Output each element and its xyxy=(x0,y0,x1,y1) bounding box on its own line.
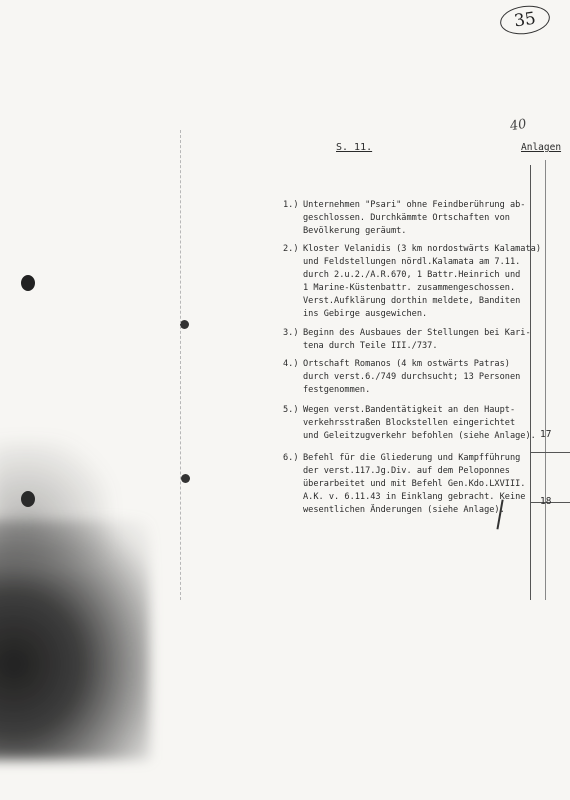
entry-number: 2.) xyxy=(283,244,299,254)
entry-number: 1.) xyxy=(283,200,299,210)
entry-text: Befehl für die Gliederung und Kampfführung der verst.117.Jg.Div. auf dem Peloponnes überarbeitet und mit Befehl Gen.Kdo.LXVIII. A.K. v. 6.11.43 in Einklang gebracht. Keine wesentlichen Änderungen (siehe Anlage). xyxy=(303,453,526,515)
annex-column-rule-outer xyxy=(545,160,546,600)
scan-shadow xyxy=(0,520,150,760)
entry-number: 3.) xyxy=(283,328,299,338)
annex-reference: 17 xyxy=(540,429,552,440)
annex-heading: Anlagen xyxy=(521,142,562,153)
entry-text: Wegen verst.Bandentätigkeit an den Haupt- verkehrsstraßen Blockstellen eingerichtet und Geleitzugverkehr befohlen (siehe Anlage). xyxy=(303,405,536,441)
entry xyxy=(283,243,541,319)
archive-stamp xyxy=(498,3,551,38)
entry-text: Beginn des Ausbaues der Stellungen bei Kari- tena durch Teile III./737. xyxy=(303,328,531,351)
archive-stamp-number: 35 xyxy=(512,8,538,32)
handwritten-folio-number: 40 xyxy=(508,116,528,135)
punch-hole-bottom xyxy=(21,491,35,507)
annex-separator xyxy=(530,452,570,453)
entry-text: Unternehmen "Psari" ohne Feindberührung ab- geschlossen. Durchkämmte Ortschaften von Bevölkerung geräumt. xyxy=(303,200,526,236)
entry xyxy=(283,358,533,410)
left-margin-rule xyxy=(180,130,182,600)
entry xyxy=(283,452,533,515)
entry-number: 5.) xyxy=(283,405,299,415)
entry-number: 6.) xyxy=(283,453,299,463)
annex-reference: 18 xyxy=(540,496,552,507)
entry-number: 4.) xyxy=(283,359,299,369)
ink-dot xyxy=(181,474,190,483)
entry-text: Ortschaft Romanos (4 km ostwärts Patras) durch verst.6./749 durchsucht; 13 Personen festgenommen. xyxy=(303,359,521,395)
date-heading: S. 11. xyxy=(336,142,373,153)
entry-text: Kloster Velanidis (3 km nordostwärts Kalamata) und Feldstellungen nördl.Kalamata am 7.11. durch 2.u.2./A.R.670, 1 Battr.Heinrich und 1 Marine-Küstenbattr. zusammengeschossen. Verst.Aufklärung dorthin meldete, Banditen ins Gebirge ausgewichen. xyxy=(303,244,541,319)
punch-hole-top xyxy=(21,275,35,291)
entry xyxy=(283,404,536,456)
